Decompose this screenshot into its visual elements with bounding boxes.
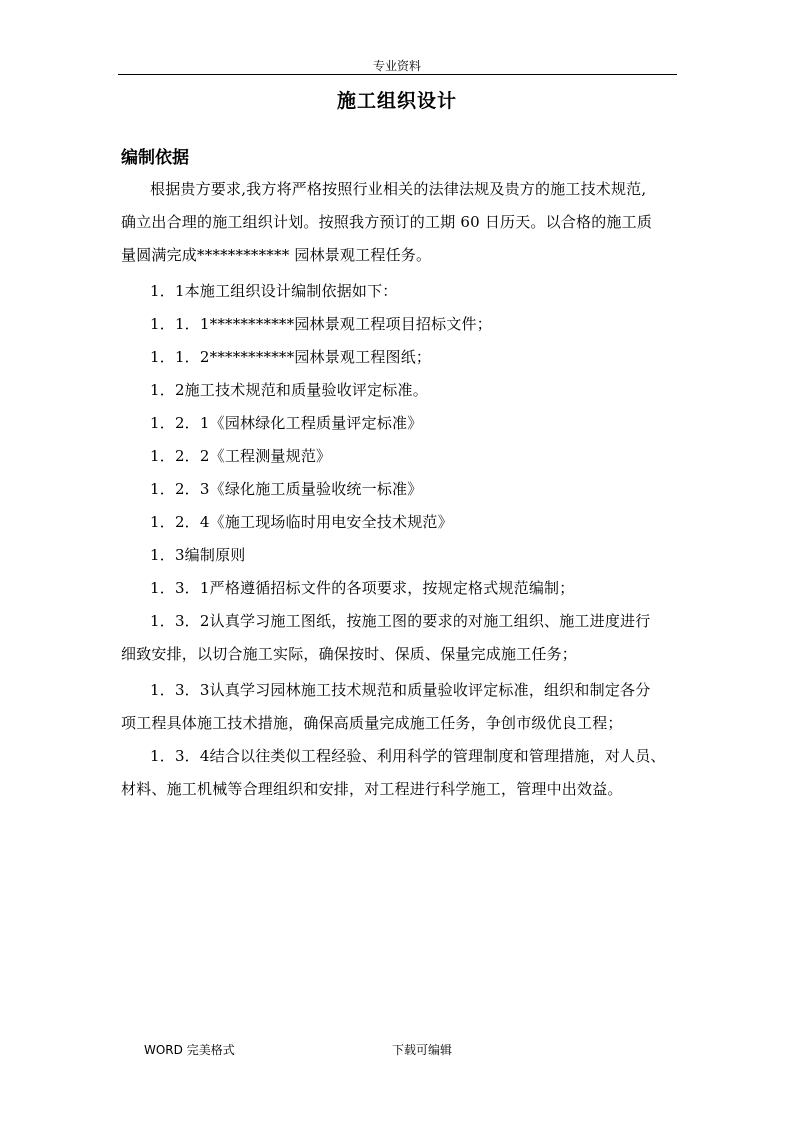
list-item-continuation: 细致安排，以切合施工实际，确保按时、保质、保量完成施工任务； [121, 645, 578, 663]
header-divider [118, 74, 677, 75]
footer-left: WORD 完美格式 [144, 1043, 235, 1057]
document-title: 施工组织设计 [336, 90, 457, 112]
list-item-continuation: 项工程具体施工技术措施，确保高质量完成施工任务，争创市级优良工程； [121, 714, 623, 732]
list-item: 1．1．2***********园林景观工程图纸； [150, 348, 432, 366]
list-item: 1．3．3认真学习园林施工技术规范和质量验收评定标准，组织和制定各分 [150, 681, 651, 699]
section-heading: 编制依据 [121, 148, 189, 168]
list-item: 1．2施工技术规范和质量验收评定标准。 [150, 381, 428, 399]
list-item: 1．1．1***********园林景观工程项目招标文件； [150, 315, 492, 333]
list-item: 1．3．1严格遵循招标文件的各项要求，按规定格式规范编制； [150, 579, 575, 597]
header-label: 专业资料 [372, 59, 421, 73]
paragraph-line: 根据贵方要求,我方将严格按照行业相关的法律法规及贵方的施工技术规范, [150, 180, 647, 198]
list-item: 1．2．4《施工现场临时用电安全技术规范》 [150, 513, 453, 531]
list-item: 1．2．2《工程测量规范》 [150, 447, 332, 465]
list-item: 1．3．2认真学习施工图纸，按施工图的要求的对施工组织、施工进度进行 [150, 612, 651, 630]
paragraph-line: 量圆满完成************ 园林景观工程任务。 [121, 246, 432, 264]
list-item: 1．2．1《园林绿化工程质量评定标准》 [150, 414, 423, 432]
list-item: 1．3编制原则 [150, 546, 246, 564]
paragraph-line: 确立出合理的施工组织计划。按照我方预订的工期 60 日历天。以合格的施工质 [121, 213, 653, 231]
list-item-continuation: 材料、施工机械等合理组织和安排，对工程进行科学施工，管理中出效益。 [121, 780, 623, 798]
list-item: 1．1本施工组织设计编制依据如下： [150, 282, 398, 300]
list-item: 1．3．4结合以往类似工程经验、利用科学的管理制度和管理措施，对人员、 [150, 747, 666, 765]
list-item: 1．2．3《绿化施工质量验收统一标准》 [150, 480, 423, 498]
footer-center: 下载可编辑 [392, 1043, 453, 1057]
